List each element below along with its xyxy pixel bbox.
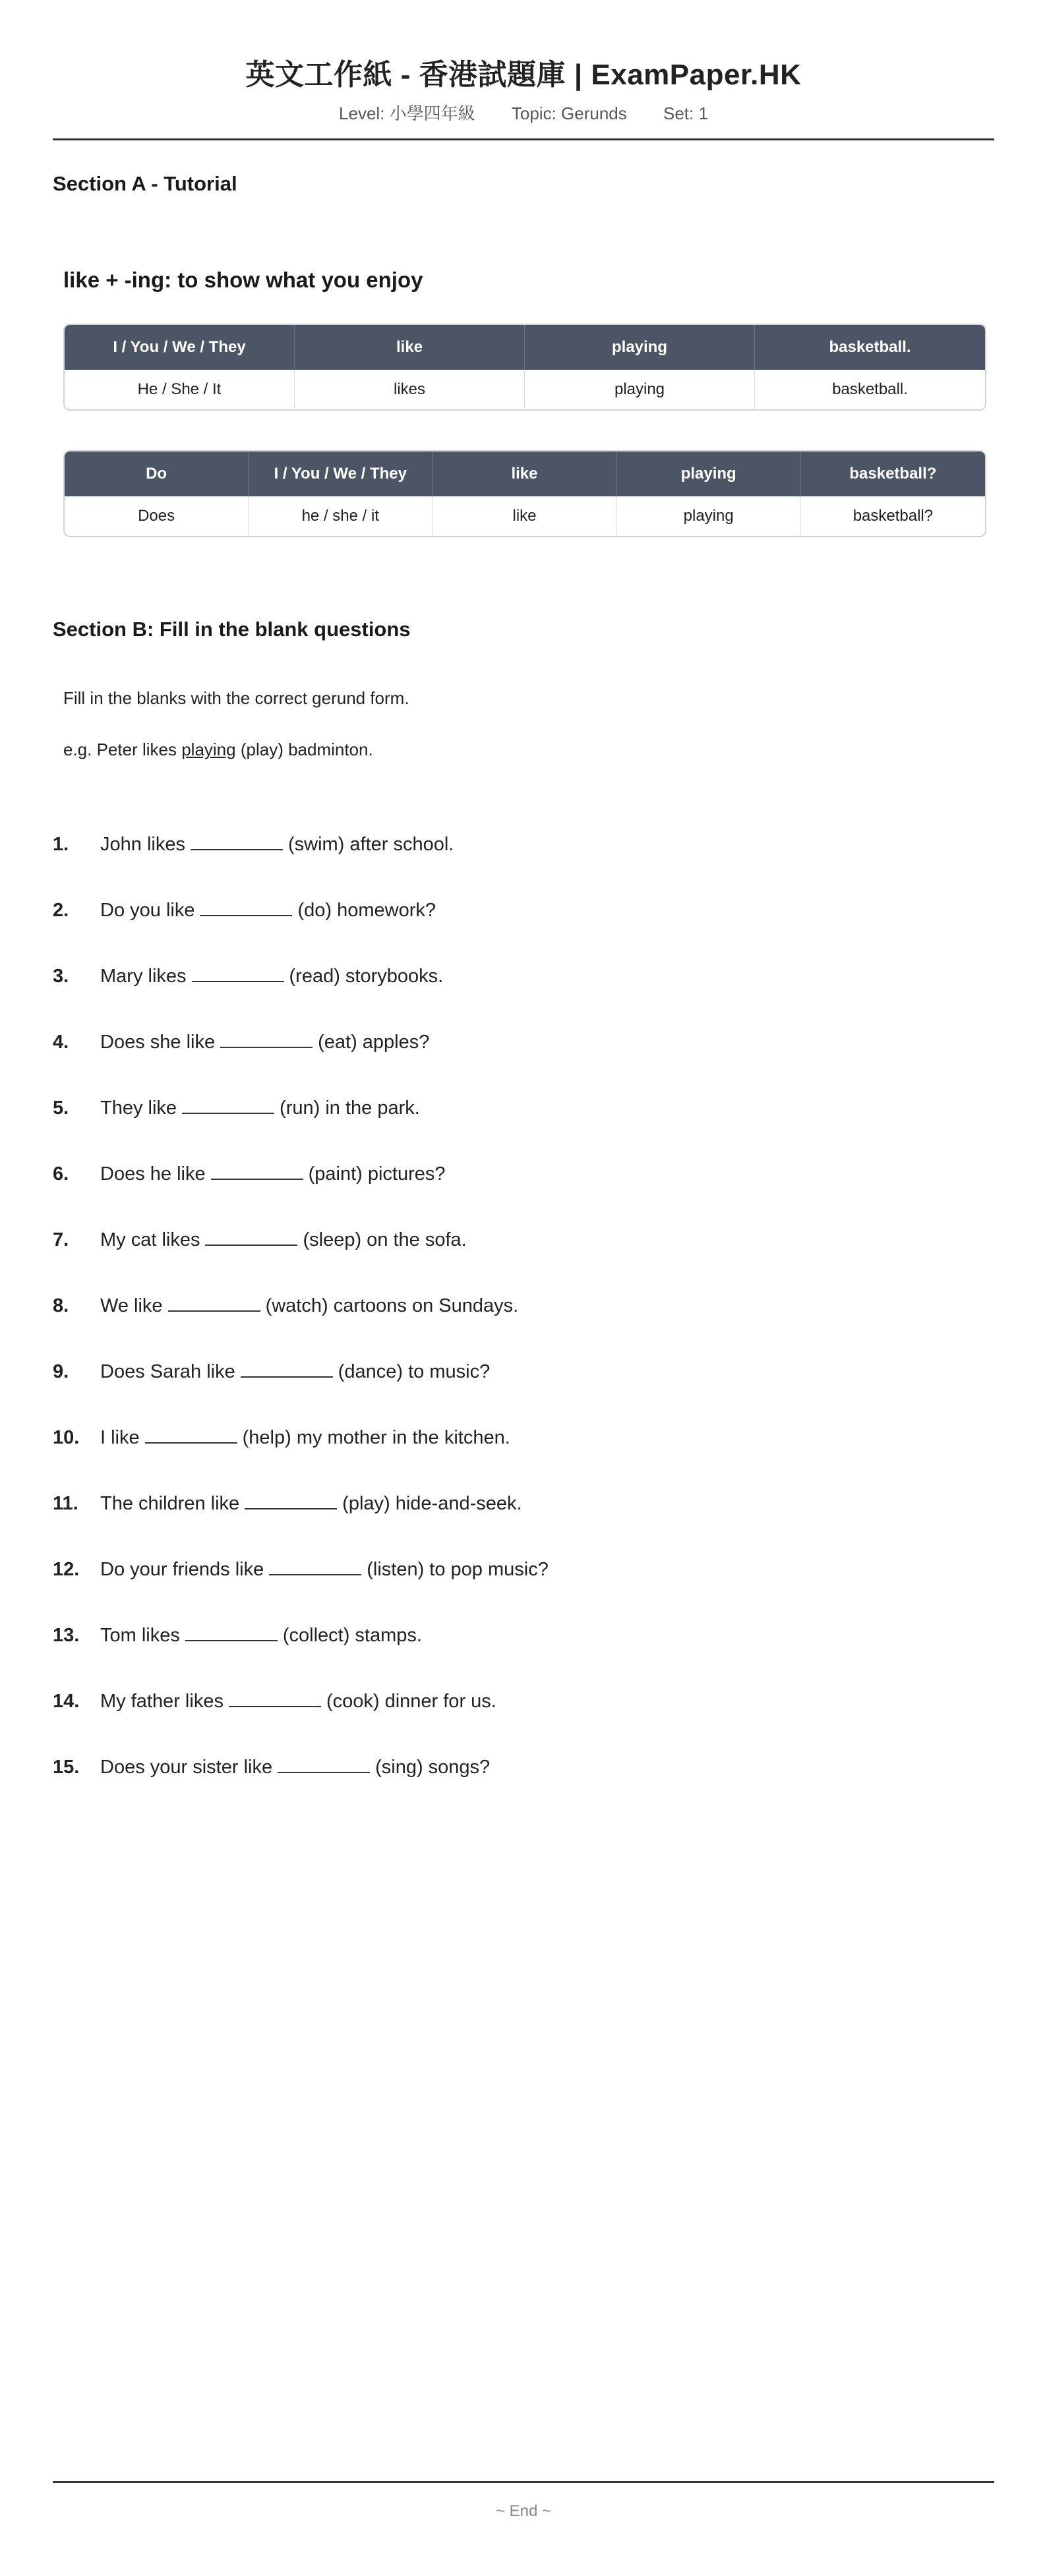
question-text-before: Does she like	[100, 1032, 216, 1053]
example-prefix: e.g. Peter likes	[63, 740, 182, 759]
table-header-cell: I / You / We / They	[65, 325, 295, 370]
question-number: 11.	[53, 1493, 78, 1514]
section-b-heading: Section B: Fill in the blank questions	[53, 618, 411, 641]
table-cell: He / She / It	[65, 370, 295, 409]
answer-blank[interactable]	[191, 832, 283, 850]
question-number: 13.	[53, 1625, 80, 1646]
question-item	[53, 1095, 994, 1161]
topic-label: Topic: Gerunds	[511, 103, 627, 123]
instructions: Fill in the blanks with the correct gerund form.	[63, 688, 409, 708]
question-text-after: (watch) cartoons on Sundays.	[265, 1295, 519, 1316]
question-item	[53, 1490, 994, 1556]
question-number: 14.	[53, 1691, 80, 1712]
question-text-before: Mary likes	[100, 966, 187, 987]
set-label: Set: 1	[663, 103, 708, 123]
answer-blank[interactable]	[192, 964, 284, 982]
question-number: 12.	[53, 1559, 80, 1580]
question-text-before: They like	[100, 1098, 177, 1119]
question-text-before: My cat likes	[100, 1229, 200, 1250]
question-text-before: Does he like	[100, 1163, 206, 1185]
tutorial-subheading: like + -ing: to show what you enjoy	[63, 268, 423, 292]
question-text-before: We like	[100, 1295, 163, 1316]
question-text-after: (collect) stamps.	[282, 1625, 422, 1646]
question-text-before: The children like	[100, 1493, 240, 1514]
question-text	[100, 897, 436, 923]
question-item	[53, 1622, 994, 1688]
question-number: 9.	[53, 1361, 69, 1382]
table-cell: like	[433, 496, 616, 536]
question-text-before: Do your friends like	[100, 1559, 264, 1580]
question-text-after: (do) homework?	[297, 900, 436, 921]
question-text-after: (sleep) on the sofa.	[303, 1229, 467, 1250]
table-cell: likes	[295, 370, 525, 409]
question-number: 10.	[53, 1427, 80, 1448]
question-item	[53, 1359, 994, 1424]
table-header-cell: Do	[65, 452, 249, 496]
question-text-after: (run) in the park.	[280, 1098, 420, 1119]
question-text	[100, 1293, 518, 1319]
section-a-heading: Section A - Tutorial	[53, 172, 237, 195]
question-text-before: John likes	[100, 834, 185, 855]
question-text-after: (cook) dinner for us.	[326, 1691, 496, 1712]
example-answer: playing	[181, 740, 236, 759]
worksheet-meta	[53, 102, 994, 125]
table-header-cell: playing	[525, 325, 755, 370]
level-label: Level: 小學四年級	[339, 103, 475, 123]
answer-blank[interactable]	[269, 1557, 361, 1575]
question-number: 5.	[53, 1098, 69, 1119]
question-text	[100, 1622, 422, 1649]
tutorial-table-question	[63, 450, 986, 537]
question-number: 7.	[53, 1229, 69, 1250]
question-text-after: (paint) pictures?	[308, 1163, 446, 1185]
question-item	[53, 897, 994, 963]
table-cell: Does	[65, 496, 249, 536]
question-text	[100, 963, 443, 989]
question-number: 3.	[53, 966, 69, 987]
header-divider	[53, 138, 994, 140]
question-text	[100, 1754, 490, 1780]
question-text-after: (read) storybooks.	[289, 966, 444, 987]
answer-blank[interactable]	[241, 1359, 333, 1378]
question-text	[100, 1227, 467, 1253]
question-number: 6.	[53, 1163, 69, 1185]
footer-divider	[53, 2481, 994, 2483]
question-text-before: Does your sister like	[100, 1757, 273, 1778]
worksheet-page	[53, 0, 994, 2576]
answer-blank[interactable]	[168, 1293, 260, 1312]
question-text	[100, 1424, 510, 1451]
table-header-cell: I / You / We / They	[249, 452, 433, 496]
answer-blank[interactable]	[205, 1227, 297, 1246]
answer-blank[interactable]	[182, 1096, 274, 1114]
page-title: 英文工作紙 - 香港試題庫 | ExamPaper.HK	[245, 59, 802, 91]
question-item	[53, 1688, 994, 1754]
question-number: 8.	[53, 1295, 69, 1316]
question-number: 4.	[53, 1032, 69, 1053]
answer-blank[interactable]	[245, 1491, 337, 1509]
tutorial-table-statement	[63, 324, 986, 411]
table-header-cell: like	[433, 452, 616, 496]
example-sentence	[63, 738, 994, 761]
question-text-after: (play) hide-and-seek.	[342, 1493, 522, 1514]
question-item	[53, 1556, 994, 1622]
question-item	[53, 1293, 994, 1359]
question-number: 2.	[53, 900, 69, 921]
question-text-after: (swim) after school.	[287, 834, 454, 855]
question-text	[100, 1490, 522, 1517]
question-text-before: Do you like	[100, 900, 195, 921]
question-text-after: (help) my mother in the kitchen.	[242, 1427, 510, 1448]
question-text-before: I like	[100, 1427, 140, 1448]
question-text-after: (listen) to pop music?	[367, 1559, 549, 1580]
answer-blank[interactable]	[229, 1689, 321, 1707]
question-item	[53, 1161, 994, 1227]
question-item	[53, 1227, 994, 1293]
table-cell: playing	[525, 370, 755, 409]
table-cell: playing	[617, 496, 801, 536]
example-suffix: (play) badminton.	[235, 740, 373, 759]
question-text	[100, 1556, 549, 1583]
question-item	[53, 1029, 994, 1095]
question-text-before: My father likes	[100, 1691, 224, 1712]
answer-blank[interactable]	[200, 898, 292, 916]
question-item	[53, 831, 994, 897]
end-marker: ~ End ~	[495, 2502, 552, 2520]
question-text	[100, 1359, 490, 1385]
table-header-cell: like	[295, 325, 525, 370]
table-header-cell: playing	[617, 452, 801, 496]
question-text	[100, 1095, 420, 1121]
table-header-cell: basketball.	[755, 325, 985, 370]
question-text-after: (dance) to music?	[338, 1361, 491, 1382]
question-text	[100, 1688, 496, 1714]
table-cell: basketball.	[755, 370, 985, 409]
question-number: 1.	[53, 834, 69, 855]
question-text-before: Tom likes	[100, 1625, 180, 1646]
answer-blank[interactable]	[278, 1755, 370, 1773]
question-text	[100, 831, 454, 858]
question-item	[53, 963, 994, 1029]
question-item	[53, 1754, 994, 1820]
question-text-after: (eat) apples?	[318, 1032, 430, 1053]
question-text-before: Does Sarah like	[100, 1361, 235, 1382]
question-item	[53, 1424, 994, 1490]
question-text-after: (sing) songs?	[375, 1757, 491, 1778]
question-text	[100, 1029, 429, 1055]
answer-blank[interactable]	[211, 1161, 303, 1180]
answer-blank[interactable]	[185, 1623, 278, 1641]
worksheet-header	[53, 0, 994, 125]
question-text	[100, 1161, 446, 1187]
table-cell: he / she / it	[249, 496, 433, 536]
table-header-cell: basketball?	[801, 452, 985, 496]
table-cell: basketball?	[801, 496, 985, 536]
answer-blank[interactable]	[145, 1425, 237, 1444]
question-list	[53, 831, 994, 1820]
question-number: 15.	[53, 1757, 80, 1778]
answer-blank[interactable]	[220, 1030, 313, 1048]
